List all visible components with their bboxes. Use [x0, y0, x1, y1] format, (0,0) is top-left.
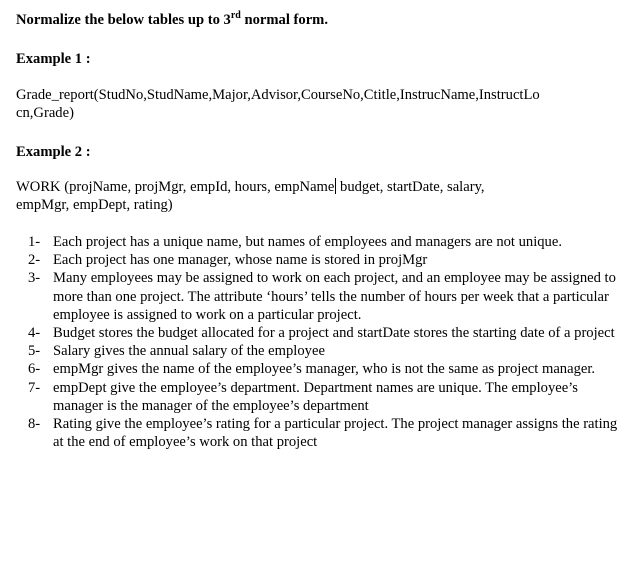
- list-item: [28, 324, 618, 342]
- list-item-number: 6-: [28, 361, 41, 378]
- list-item-number: 5-: [28, 343, 41, 360]
- heading-superscript: rd: [230, 10, 241, 21]
- list-item-text: Each project has a unique name, but names of employees and managers are not unique.: [53, 234, 562, 250]
- example-2-line-2: empMgr, empDept, rating): [16, 197, 173, 213]
- list-item-number: 2-: [28, 252, 41, 269]
- example-2-relation: [16, 178, 606, 214]
- requirements-list: [28, 233, 618, 451]
- example-2-line-1-end: budget, startDate, salary,: [336, 179, 485, 195]
- list-item: [28, 233, 618, 251]
- example-1-title: Example 1 :: [16, 51, 91, 67]
- list-item-text: Salary gives the annual salary of the employee: [53, 343, 325, 360]
- list-item-text: Many employees may be assigned to work on each project, and an employee may be assigned to more than one project. The attribute ‘hours’ tells the number of hours per week that a particular employee is assigned to work on a particular project.: [53, 270, 616, 323]
- heading-suffix: normal form.: [240, 12, 328, 28]
- list-item-number: 4-: [28, 325, 41, 342]
- list-item-text: empMgr gives the name of the employee’s manager, who is not the same as project manager.: [53, 361, 596, 378]
- list-item-text: Each project has one manager, whose name is stored in projMgr: [53, 252, 428, 269]
- example-2-line-1-start: WORK (projName, projMgr, empId, hours, empName: [16, 179, 335, 195]
- list-item-number: 3-: [28, 270, 41, 287]
- list-item: [28, 342, 618, 360]
- list-item-text: Budget stores the budget allocated for a project and startDate stores the starting date of a project: [53, 325, 615, 342]
- example-1-relation: [16, 86, 606, 122]
- example-2-title: Example 2 :: [16, 144, 91, 160]
- list-item-number: 7-: [28, 379, 41, 396]
- list-item: [28, 415, 618, 451]
- list-item-text: Rating give the employee’s rating for a particular project. The project manager assigns the rating at the end of employee’s work on that project: [53, 416, 618, 451]
- heading-prefix: Normalize the below tables up to 3: [16, 12, 231, 28]
- example-1-line-2: cn,Grade): [16, 105, 74, 121]
- list-item: [28, 379, 618, 415]
- list-item-number: 8-: [28, 416, 41, 433]
- list-item-text: empDept give the employee’s department. Department names are unique. The employee’s manager is the manager of the employee’s department: [53, 379, 578, 414]
- example-1-line-1: Grade_report(StudNo,StudName,Major,Advisor,CourseNo,Ctitle,InstrucName,InstructLo: [16, 87, 540, 103]
- list-item-number: 1-: [28, 234, 41, 250]
- list-item: [28, 251, 618, 269]
- page-heading: [16, 9, 328, 31]
- list-item: [28, 269, 618, 324]
- example-2-line-1: [16, 178, 606, 196]
- list-item: [28, 360, 618, 378]
